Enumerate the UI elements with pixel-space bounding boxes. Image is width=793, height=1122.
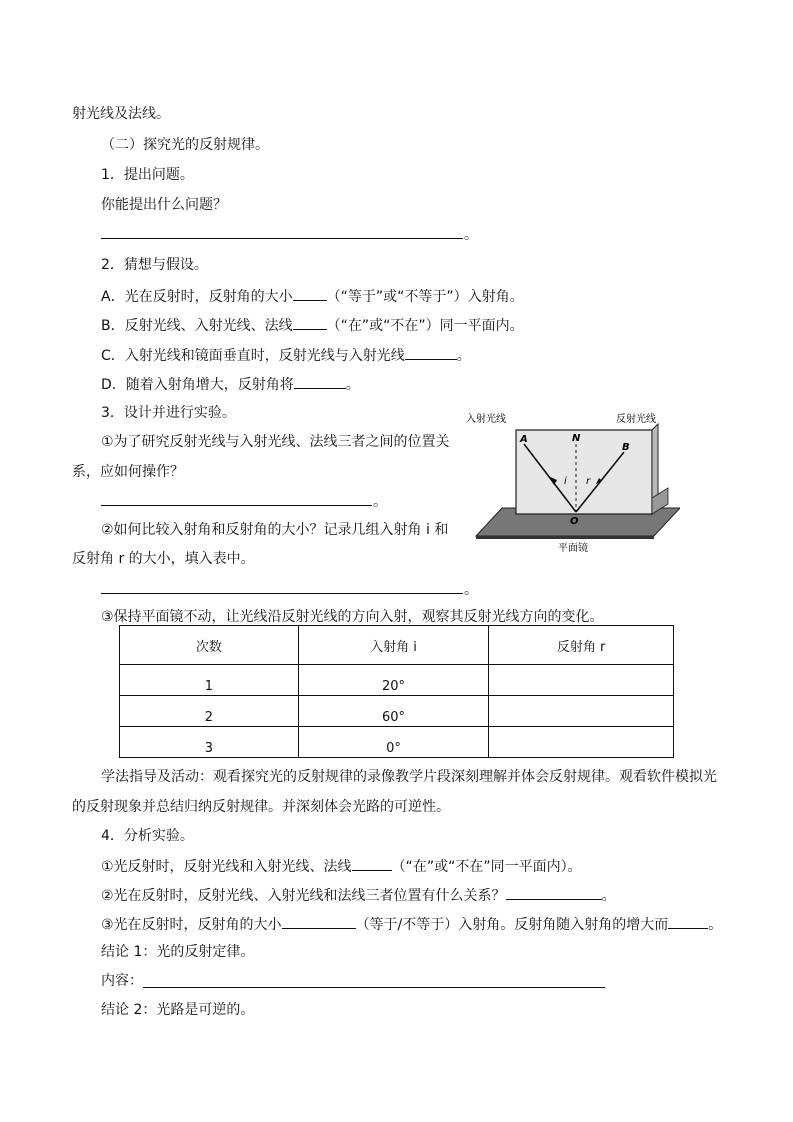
- table-cell: 2: [120, 696, 299, 727]
- period: 。: [456, 348, 471, 364]
- hypothesis-text: A．光在反射时，反射角的大小: [101, 289, 293, 305]
- section-heading: （二）探究光的反射规律。: [101, 137, 269, 153]
- point-a-label: A: [520, 434, 528, 445]
- hypothesis-text: （“等于”或“不等于”）入射角。: [326, 289, 524, 305]
- hypothesis-text: B．反射光线、入射光线、法线: [101, 318, 293, 334]
- analysis-item-3: [101, 914, 722, 934]
- table-row: [120, 665, 674, 696]
- table-cell: 60°: [298, 696, 489, 727]
- content-label: 内容：: [101, 973, 143, 989]
- mirror-label: 平面镜: [558, 543, 588, 554]
- analysis-item-1: [101, 856, 582, 876]
- table-cell-empty[interactable]: [489, 696, 674, 727]
- incident-ray-label: 入射光线: [466, 414, 506, 425]
- fill-blank[interactable]: [293, 315, 327, 330]
- hypothesis-text: D．随着入射角增大，反射角将: [101, 377, 294, 393]
- step-heading: 4．分析实验。: [101, 828, 194, 844]
- period: 。: [345, 377, 360, 393]
- period: 。: [464, 582, 478, 598]
- angle-r-label: r: [586, 476, 591, 487]
- step-heading: 2．猜想与假设。: [101, 257, 208, 273]
- table-row: [120, 696, 674, 727]
- instruction-text: ②如何比较入射角和反射角的大小？记录几组入射角 i 和: [101, 522, 449, 538]
- hypothesis-d: [101, 374, 360, 394]
- hypothesis-text: （“在”或“不在”）同一平面内。: [326, 318, 524, 334]
- step-heading: 3．设计并进行实验。: [101, 405, 236, 421]
- instruction-text: ①为了研究反射光线与入射光线、法线三者之间的位置关: [101, 434, 450, 450]
- table-cell-empty[interactable]: [489, 727, 674, 758]
- table-cell: 3: [120, 727, 299, 758]
- period: 。: [373, 494, 387, 510]
- table-header: 次数: [120, 626, 299, 665]
- period: 。: [601, 888, 616, 904]
- answer-blank-line[interactable]: [101, 238, 463, 239]
- instruction-text: ③保持平面镜不动，让光线沿反射光线的方向入射，观察其反射光线方向的变化。: [101, 609, 604, 625]
- table-header: 反射角 r: [489, 626, 674, 665]
- hypothesis-b: [101, 315, 524, 335]
- analysis-text: ①光反射时，反射光线和入射光线、法线: [101, 859, 352, 875]
- hypothesis-c: [101, 345, 471, 365]
- analysis-text: ②光在反射时，反射光线、入射光线和法线三者位置有什么关系？: [101, 888, 506, 904]
- answer-blank-line[interactable]: [101, 505, 372, 506]
- content-blank-line[interactable]: [143, 987, 605, 988]
- analysis-text: （等于/不等于）入射角。反射角随入射角的增大而: [355, 917, 669, 933]
- table-cell: 0°: [298, 727, 489, 758]
- question-text: 你能提出什么问题？: [101, 197, 227, 213]
- instruction-text: 系，应如何操作？: [72, 464, 184, 480]
- step-heading: 1．提出问题。: [101, 167, 194, 183]
- point-o-label: O: [570, 516, 579, 527]
- fill-blank[interactable]: [282, 914, 356, 929]
- period: 。: [464, 227, 478, 243]
- guidance-text: 的反射现象并总结归纳反射规律。并深刻体会光路的可逆性。: [72, 799, 450, 815]
- table-cell: 20°: [298, 665, 489, 696]
- fill-blank[interactable]: [668, 914, 708, 929]
- instruction-text: 反射角 r 的大小，填入表中。: [72, 551, 255, 567]
- angle-i-label: i: [564, 476, 567, 487]
- data-table: [119, 625, 674, 758]
- reflection-experiment-diagram: [462, 408, 680, 554]
- point-n-label: N: [572, 433, 581, 444]
- answer-blank-line[interactable]: [101, 593, 463, 594]
- fill-blank[interactable]: [294, 374, 346, 389]
- fill-blank[interactable]: [405, 345, 457, 360]
- table-row: [120, 727, 674, 758]
- table-header: 入射角 i: [298, 626, 489, 665]
- hypothesis-text: C．入射光线和镜面垂直时，反射光线与入射光线: [101, 348, 405, 364]
- analysis-text: （“在”或“不在”同一平面内）。: [391, 859, 582, 875]
- table-cell-empty[interactable]: [489, 665, 674, 696]
- analysis-item-2: [101, 885, 616, 905]
- guidance-text: 学法指导及活动：观看探究光的反射规律的录像教学片段深刻理解并体会反射规律。观看软件模拟光: [101, 769, 717, 785]
- table-cell: 1: [120, 665, 299, 696]
- hypothesis-a: [101, 286, 524, 306]
- reflected-ray-label: 反射光线: [616, 414, 656, 425]
- period: 。: [708, 917, 723, 933]
- analysis-text: ③光在反射时，反射角的大小: [101, 917, 282, 933]
- conclusion-1: 结论 1：光的反射定律。: [101, 944, 255, 960]
- table-header-row: [120, 626, 674, 665]
- fill-blank[interactable]: [352, 856, 392, 871]
- fill-blank[interactable]: [293, 286, 327, 301]
- conclusion-2: 结论 2：光路是可逆的。: [101, 1002, 255, 1018]
- text-line: 射光线及法线。: [72, 106, 170, 122]
- point-b-label: B: [622, 442, 630, 453]
- fill-blank[interactable]: [506, 885, 602, 900]
